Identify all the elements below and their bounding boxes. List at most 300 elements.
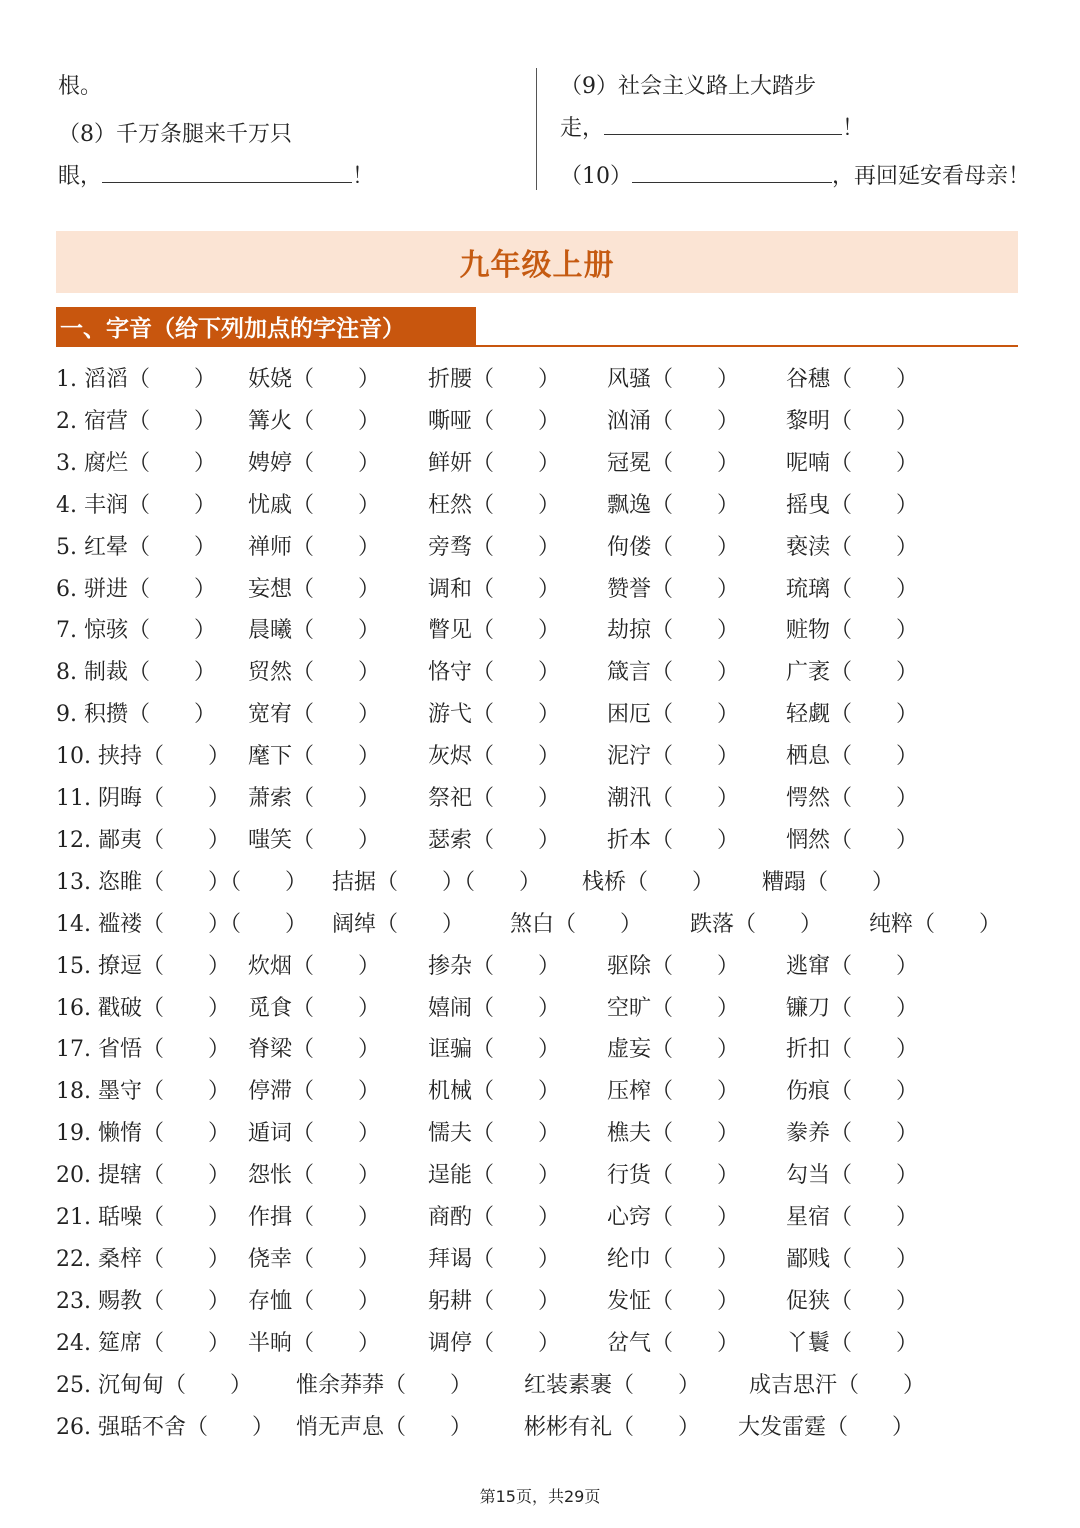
word-item: [428, 653, 560, 693]
word-item: [607, 1114, 739, 1154]
word-text: 汹涌: [607, 408, 652, 434]
word-item: [428, 1156, 560, 1196]
word-item: [786, 1030, 918, 1070]
word-text: 8. 制裁: [56, 660, 128, 686]
word-item: [248, 360, 380, 400]
answer-parentheses[interactable]: （ ）: [830, 367, 919, 392]
word-text: 21. 聒噪: [56, 1205, 142, 1230]
answer-parentheses[interactable]: （ ）: [651, 576, 740, 602]
word-item: [56, 1366, 252, 1406]
word-text: 促狭: [786, 1288, 831, 1314]
answer-parentheses[interactable]: （ ）: [472, 618, 561, 644]
answer-parentheses[interactable]: （ ）: [830, 827, 919, 853]
answer-parentheses[interactable]: （ ）: [472, 534, 561, 560]
answer-parentheses[interactable]: （ ）: [651, 786, 740, 811]
answer-parentheses[interactable]: （ ）: [472, 1037, 561, 1063]
answer-parentheses[interactable]: （ ）: [830, 1121, 919, 1147]
answer-blank[interactable]: [102, 162, 352, 183]
word-text: 愕然: [786, 786, 831, 811]
word-text: 7. 惊骇: [56, 618, 128, 644]
word-text: 劫掠: [607, 618, 652, 644]
word-text: 谷穗: [786, 367, 831, 392]
answer-parentheses[interactable]: （ ）: [472, 1163, 561, 1189]
answer-parentheses[interactable]: （ ）: [830, 1079, 919, 1105]
word-item: [428, 1240, 560, 1280]
word-text: 风骚: [607, 367, 652, 392]
word-item: [786, 1156, 918, 1196]
word-text: 彬彬有礼: [524, 1414, 613, 1440]
word-text: 樵夫: [607, 1121, 652, 1147]
word-text: 灰烬: [428, 744, 473, 770]
answer-parentheses[interactable]: （ ）: [651, 827, 740, 853]
word-text: 4. 丰润: [56, 492, 128, 518]
answer-parentheses[interactable]: （ ）: [837, 1372, 926, 1398]
answer-parentheses[interactable]: （ ）: [830, 492, 919, 518]
answer-parentheses[interactable]: （ ）: [651, 534, 740, 560]
word-item: [56, 1240, 230, 1280]
answer-parentheses[interactable]: （ ）: [651, 1205, 740, 1230]
answer-parentheses[interactable]: （ ）: [472, 576, 561, 602]
grade-title-band: [56, 231, 1018, 293]
word-text: 糟蹋: [762, 869, 807, 895]
exercise-row: [0, 360, 1080, 400]
word-item: [428, 947, 560, 987]
answer-parentheses[interactable]: （ ）: [141, 827, 230, 853]
answer-parentheses[interactable]: （ ）: [830, 618, 919, 644]
word-item: [607, 528, 739, 568]
word-text: 5. 红晕: [56, 534, 128, 560]
answer-parentheses[interactable]: （ ）: [651, 1079, 740, 1105]
answer-parentheses[interactable]: （ ）: [830, 576, 919, 602]
word-text: 跌落: [690, 911, 735, 937]
exercise-row: [0, 611, 1080, 651]
word-item: [248, 695, 380, 735]
word-item: [56, 1408, 274, 1448]
exercise-row: [0, 1366, 1080, 1406]
exercise-row: [0, 653, 1080, 693]
word-item: [56, 1114, 230, 1154]
word-text: 栖息: [786, 744, 831, 770]
exercise-row: [0, 1198, 1080, 1238]
answer-parentheses[interactable]: （ ）: [612, 1414, 701, 1440]
answer-parentheses[interactable]: （ ）: [141, 995, 230, 1021]
answer-parentheses[interactable]: （ ）: [127, 618, 216, 644]
answer-parentheses[interactable]: （ ）: [734, 911, 823, 937]
word-item: [524, 1408, 700, 1448]
word-text: 悄无声息: [296, 1414, 385, 1440]
column-divider: [536, 68, 537, 190]
exercise-row: [0, 863, 1080, 903]
answer-parentheses[interactable]: （ ）: [292, 744, 381, 770]
word-item: [56, 360, 216, 400]
word-item: [786, 1114, 918, 1154]
answer-parentheses[interactable]: （ ）: [472, 660, 561, 686]
answer-parentheses[interactable]: （ ）: [651, 492, 740, 518]
word-item: [786, 1282, 918, 1322]
word-item: [56, 863, 307, 903]
word-item: [524, 1366, 700, 1406]
word-item: [607, 1030, 739, 1070]
word-item: [248, 402, 380, 442]
word-item: [762, 863, 894, 903]
answer-parentheses[interactable]: （ ）: [913, 911, 1002, 937]
word-text: 祭祀: [428, 786, 473, 811]
word-text: 伤痕: [786, 1079, 831, 1105]
answer-parentheses[interactable]: （ ）: [292, 492, 381, 518]
answer-parentheses[interactable]: （ ）: [472, 995, 561, 1021]
answer-parentheses[interactable]: （ ）: [651, 450, 740, 476]
answer-parentheses[interactable]: （ ）: [292, 367, 381, 392]
answer-parentheses[interactable]: （ ）: [472, 786, 561, 811]
answer-parentheses[interactable]: （ ）: [292, 827, 381, 853]
exercise-row: [0, 1408, 1080, 1448]
word-item: [428, 1072, 560, 1112]
word-item: [56, 905, 307, 945]
answer-parentheses[interactable]: （ ）: [141, 744, 230, 770]
word-item: [248, 989, 380, 1029]
answer-parentheses[interactable]: （ ）: [472, 1121, 561, 1147]
word-item: [428, 779, 560, 819]
answer-parentheses[interactable]: （ ）: [472, 1246, 561, 1272]
word-text: 忧戚: [248, 492, 293, 518]
word-item: [786, 1324, 918, 1364]
answer-parentheses[interactable]: （ ）: [830, 786, 919, 811]
word-text: 勾当: [786, 1163, 831, 1189]
exercise-row: [0, 695, 1080, 735]
answer-parentheses[interactable]: （ ）: [141, 1246, 230, 1272]
answer-parentheses[interactable]: （ ）: [163, 1372, 252, 1398]
answer-parentheses[interactable]: （ ）: [292, 995, 381, 1021]
answer-parentheses[interactable]: （ ）: [464, 869, 542, 895]
word-text: 折本: [607, 827, 652, 853]
word-text: 觅食: [248, 995, 293, 1021]
answer-parentheses[interactable]: （ ）: [651, 367, 740, 392]
word-item: [428, 1282, 560, 1322]
answer-parentheses[interactable]: （ ）: [651, 1288, 740, 1314]
answer-parentheses[interactable]: （ ）: [292, 660, 381, 686]
word-item: [248, 1156, 380, 1196]
word-text: 惘然: [786, 827, 831, 853]
answer-parentheses[interactable]: （ ）: [472, 1079, 561, 1105]
answer-parentheses[interactable]: （ ）: [292, 450, 381, 476]
word-item: [738, 1408, 914, 1448]
answer-parentheses[interactable]: （ ）: [230, 911, 308, 937]
left-line-3: 眼， ！: [58, 164, 375, 189]
word-text: 机械: [428, 1079, 473, 1105]
answer-parentheses[interactable]: （ ）: [651, 1121, 740, 1147]
answer-blank[interactable]: [632, 162, 832, 183]
word-item: [607, 570, 739, 610]
word-text: 调和: [428, 576, 473, 602]
word-item: [607, 611, 739, 651]
answer-parentheses[interactable]: （ ）: [472, 492, 561, 518]
answer-parentheses[interactable]: （ ）: [292, 702, 381, 728]
word-item: [56, 528, 216, 568]
exercise-row: [0, 737, 1080, 777]
answer-parentheses[interactable]: （ ）: [472, 408, 561, 434]
answer-parentheses[interactable]: （ ）: [651, 953, 740, 979]
answer-parentheses[interactable]: （ ）: [127, 534, 216, 560]
answer-parentheses[interactable]: （ ）: [141, 1037, 230, 1063]
exercise-row: [0, 1030, 1080, 1070]
word-item: [607, 779, 739, 819]
word-item: [786, 570, 918, 610]
word-item: [428, 989, 560, 1029]
answer-parentheses[interactable]: （ ）: [651, 408, 740, 434]
answer-parentheses[interactable]: （ ）: [292, 1288, 381, 1314]
word-item: [56, 1282, 230, 1322]
answer-parentheses[interactable]: （ ）: [612, 1372, 701, 1398]
word-item: [607, 1072, 739, 1112]
word-item: [248, 737, 380, 777]
word-item: [786, 1198, 918, 1238]
answer-parentheses[interactable]: （ ）: [141, 786, 230, 811]
answer-parentheses[interactable]: （ ）: [830, 534, 919, 560]
answer-parentheses[interactable]: （ ）: [384, 1414, 473, 1440]
answer-parentheses[interactable]: （ ）: [830, 744, 919, 770]
word-text: 躬耕: [428, 1288, 473, 1314]
answer-parentheses[interactable]: （ ）: [651, 660, 740, 686]
answer-parentheses[interactable]: （ ）: [651, 744, 740, 770]
answer-parentheses[interactable]: （ ）: [292, 408, 381, 434]
word-item: [248, 1072, 380, 1112]
word-text: 懦夫: [428, 1121, 473, 1147]
answer-parentheses[interactable]: （ ）: [830, 1037, 919, 1063]
word-text: 12. 鄙夷: [56, 827, 142, 853]
answer-parentheses[interactable]: （ ）: [127, 576, 216, 602]
word-item: [428, 1324, 560, 1364]
answer-parentheses[interactable]: （ ）: [651, 702, 740, 728]
answer-parentheses[interactable]: （ ）: [830, 408, 919, 434]
answer-parentheses[interactable]: （ ）: [292, 786, 381, 811]
answer-parentheses[interactable]: （ ）: [472, 702, 561, 728]
word-item: [248, 1030, 380, 1070]
word-item: [248, 653, 380, 693]
word-item: [428, 1114, 560, 1154]
word-text: 脊梁: [248, 1037, 293, 1063]
word-text: 纯粹: [869, 911, 914, 937]
word-item: [56, 653, 216, 693]
left-line-2: （8）千万条腿来千万只: [58, 122, 292, 147]
answer-parentheses[interactable]: （ ）: [806, 869, 895, 895]
answer-parentheses[interactable]: （ ）: [830, 660, 919, 686]
answer-parentheses[interactable]: （ ）: [292, 618, 381, 644]
word-text: 嘶哑: [428, 408, 473, 434]
exercise-row: [0, 1282, 1080, 1322]
word-text: 诓骗: [428, 1037, 473, 1063]
answer-parentheses[interactable]: （ ）: [127, 702, 216, 728]
answer-blank[interactable]: [604, 114, 842, 135]
word-item: [248, 1282, 380, 1322]
answer-parentheses[interactable]: （ ）: [292, 1246, 381, 1272]
answer-parentheses[interactable]: （ ）: [472, 1330, 561, 1356]
answer-parentheses[interactable]: （ ）: [376, 869, 465, 895]
exercise-row: [0, 486, 1080, 526]
answer-parentheses[interactable]: （ ）: [292, 1121, 381, 1147]
answer-parentheses[interactable]: （ ）: [141, 1121, 230, 1147]
word-text: 9. 积攒: [56, 702, 128, 728]
exercise-row: [0, 1324, 1080, 1364]
word-text: 星宿: [786, 1205, 831, 1230]
word-text: 成吉思汗: [749, 1372, 838, 1398]
page-number: 第15页，共29页: [479, 1487, 601, 1506]
word-text: 怨怅: [248, 1163, 293, 1189]
answer-parentheses[interactable]: （ ）: [472, 1205, 561, 1230]
word-text: 心窍: [607, 1205, 652, 1230]
answer-parentheses[interactable]: （ ）: [292, 1079, 381, 1105]
word-text: 萧索: [248, 786, 293, 811]
word-text: 亵渎: [786, 534, 831, 560]
word-item: [607, 1282, 739, 1322]
answer-parentheses[interactable]: （ ）: [376, 911, 465, 937]
word-item: [607, 402, 739, 442]
answer-parentheses[interactable]: （ ）: [472, 1288, 561, 1314]
exercise-row: [0, 905, 1080, 945]
answer-parentheses[interactable]: （ ）: [292, 1330, 381, 1356]
word-text: 恪守: [428, 660, 473, 686]
word-item: [690, 905, 822, 945]
word-item: [296, 1408, 472, 1448]
answer-parentheses[interactable]: （ ）: [626, 869, 715, 895]
word-text: 炊烟: [248, 953, 293, 979]
answer-parentheses[interactable]: （ ）: [651, 618, 740, 644]
answer-parentheses[interactable]: （ ）: [230, 869, 308, 895]
word-text: 鄙贱: [786, 1246, 831, 1272]
answer-parentheses[interactable]: （ ）: [472, 827, 561, 853]
answer-parentheses[interactable]: （ ）: [830, 1163, 919, 1189]
answer-parentheses[interactable]: （ ）: [830, 953, 919, 979]
answer-parentheses[interactable]: （ ）: [292, 1205, 381, 1230]
answer-parentheses[interactable]: （ ）: [141, 869, 230, 895]
answer-parentheses[interactable]: （ ）: [127, 492, 216, 518]
answer-parentheses[interactable]: （ ）: [127, 408, 216, 434]
word-text: 瑟索: [428, 827, 473, 853]
word-text: 篝火: [248, 408, 293, 434]
word-text: 宽宥: [248, 702, 293, 728]
word-text: 瞥见: [428, 618, 473, 644]
word-item: [786, 779, 918, 819]
answer-parentheses[interactable]: （ ）: [185, 1414, 274, 1440]
exercise-row: [0, 1072, 1080, 1112]
word-text: 枉然: [428, 492, 473, 518]
word-item: [786, 1240, 918, 1280]
answer-parentheses[interactable]: （ ）: [826, 1414, 915, 1440]
answer-parentheses[interactable]: （ ）: [141, 1330, 230, 1356]
word-text: 飘逸: [607, 492, 652, 518]
word-item: [607, 1324, 739, 1364]
answer-parentheses[interactable]: （ ）: [830, 1246, 919, 1272]
answer-parentheses[interactable]: （ ）: [292, 1163, 381, 1189]
word-text: 晨曦: [248, 618, 293, 644]
word-text: 调停: [428, 1330, 473, 1356]
word-item: [786, 486, 918, 526]
answer-parentheses[interactable]: （ ）: [292, 953, 381, 979]
answer-parentheses[interactable]: （ ）: [651, 1246, 740, 1272]
answer-parentheses[interactable]: （ ）: [141, 1288, 230, 1314]
answer-parentheses[interactable]: （ ）: [830, 995, 919, 1021]
word-text: 逞能: [428, 1163, 473, 1189]
exercise-row: [0, 1156, 1080, 1196]
word-item: [869, 905, 1001, 945]
answer-parentheses[interactable]: （ ）: [127, 660, 216, 686]
answer-parentheses[interactable]: （ ）: [384, 1372, 473, 1398]
word-text: 压榨: [607, 1079, 652, 1105]
word-text: 11. 阴晦: [56, 786, 142, 811]
answer-parentheses[interactable]: （ ）: [127, 367, 216, 392]
word-text: 22. 桑梓: [56, 1246, 142, 1272]
right-line-3: （10） ，再回延安看母亲！: [560, 164, 1031, 189]
answer-parentheses[interactable]: （ ）: [141, 1079, 230, 1105]
word-item: [248, 947, 380, 987]
word-item: [428, 737, 560, 777]
answer-parentheses[interactable]: （ ）: [651, 1163, 740, 1189]
answer-parentheses[interactable]: （ ）: [141, 1205, 230, 1230]
word-item: [786, 737, 918, 777]
word-text: 2. 宿营: [56, 408, 128, 434]
answer-parentheses[interactable]: （ ）: [830, 702, 919, 728]
word-text: 丫鬟: [786, 1330, 831, 1356]
answer-parentheses[interactable]: （ ）: [472, 744, 561, 770]
answer-parentheses[interactable]: （ ）: [141, 1163, 230, 1189]
word-item: [607, 695, 739, 735]
answer-parentheses[interactable]: （ ）: [651, 1037, 740, 1063]
word-text: 游弋: [428, 702, 473, 728]
word-item: [428, 444, 560, 484]
word-text: 呢喃: [786, 450, 831, 476]
answer-parentheses[interactable]: （ ）: [651, 1330, 740, 1356]
word-item: [428, 402, 560, 442]
answer-parentheses[interactable]: （ ）: [830, 1330, 919, 1356]
answer-parentheses[interactable]: （ ）: [472, 450, 561, 476]
word-text: 鲜妍: [428, 450, 473, 476]
word-item: [56, 947, 230, 987]
answer-parentheses[interactable]: （ ）: [651, 995, 740, 1021]
word-text: 19. 懒惰: [56, 1121, 142, 1147]
right-line-1: （9）社会主义路上大踏步: [560, 74, 816, 99]
word-text: 拮据: [332, 869, 377, 895]
word-item: [607, 1156, 739, 1196]
word-text: 黎明: [786, 408, 831, 434]
answer-parentheses[interactable]: （ ）: [472, 953, 561, 979]
word-text: 红装素裹: [524, 1372, 613, 1398]
answer-parentheses[interactable]: （ ）: [472, 367, 561, 392]
word-item: [607, 444, 739, 484]
answer-parentheses[interactable]: （ ）: [830, 1205, 919, 1230]
answer-parentheses[interactable]: （ ）: [141, 911, 230, 937]
answer-parentheses[interactable]: （ ）: [127, 450, 216, 476]
answer-parentheses[interactable]: （ ）: [554, 911, 643, 937]
exercise-row: [0, 570, 1080, 610]
word-text: 豢养: [786, 1121, 831, 1147]
answer-parentheses[interactable]: （ ）: [292, 1037, 381, 1063]
word-item: [786, 611, 918, 651]
word-text: 麾下: [248, 744, 293, 770]
answer-parentheses[interactable]: （ ）: [830, 1288, 919, 1314]
word-item: [56, 1156, 230, 1196]
word-item: [56, 989, 230, 1029]
answer-parentheses[interactable]: （ ）: [830, 450, 919, 476]
word-item: [786, 821, 918, 861]
word-item: [607, 989, 739, 1029]
word-item: [56, 486, 216, 526]
answer-parentheses[interactable]: （ ）: [292, 534, 381, 560]
answer-parentheses[interactable]: （ ）: [141, 953, 230, 979]
word-item: [332, 863, 541, 903]
word-item: [248, 1324, 380, 1364]
word-item: [296, 1366, 472, 1406]
answer-parentheses[interactable]: （ ）: [292, 576, 381, 602]
word-text: 佝偻: [607, 534, 652, 560]
